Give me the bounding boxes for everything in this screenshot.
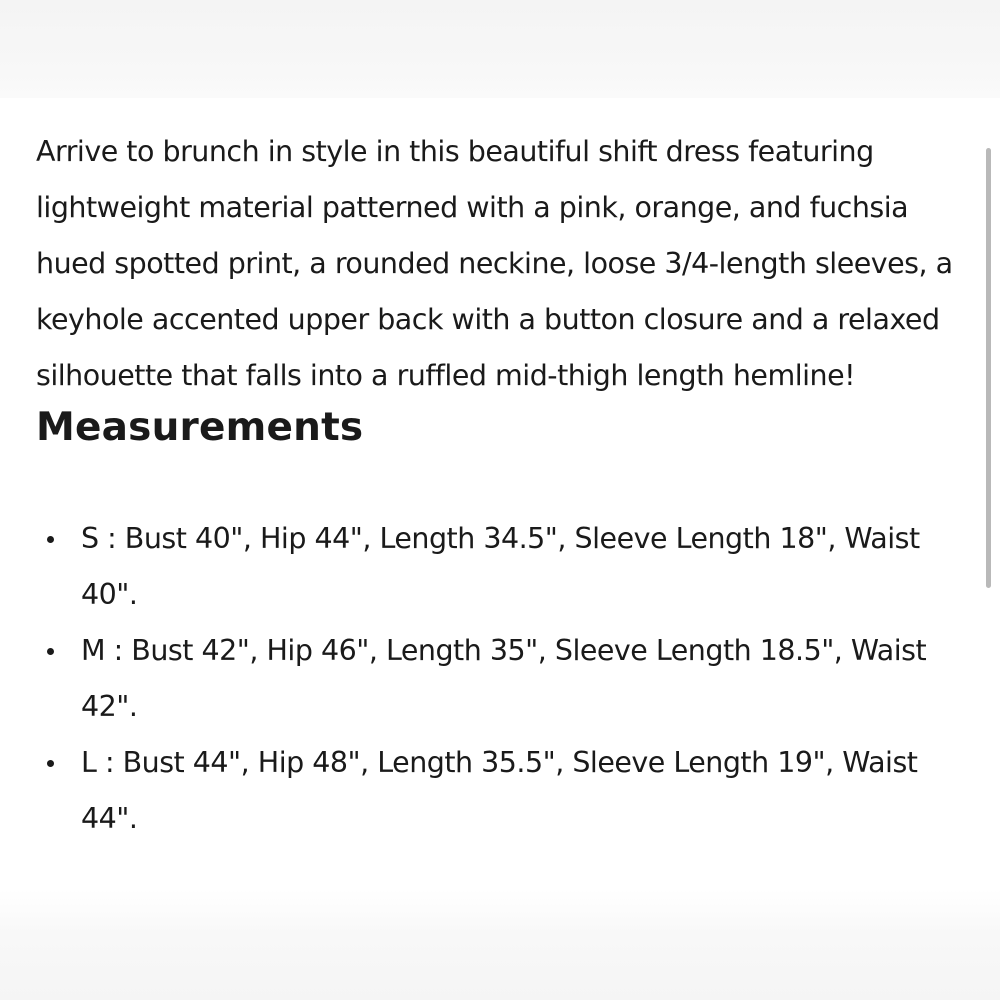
bullet-icon xyxy=(47,536,54,543)
product-description-panel xyxy=(0,98,1000,890)
measurement-text: L : Bust 44", Hip 48", Length 35.5", Sleeve Length 19", Waist 44". xyxy=(81,746,918,835)
product-description-text: Arrive to brunch in style in this beautiful shift dress featuring lightweight material patterned with a pink, orange, and fuchsia hued spotted print, a rounded neckine, loose 3/4-length sleeves, a keyhole accented upper back with a button closure and a relaxed silhouette that falls into a ruffled mid-thigh length hemline! xyxy=(36,135,953,392)
measurements-list xyxy=(36,511,956,847)
measurements-heading: Measurements xyxy=(36,405,364,450)
measurement-item-l xyxy=(36,735,956,847)
bottom-shade xyxy=(0,890,1000,1000)
bullet-icon xyxy=(47,648,54,655)
measurement-text: S : Bust 40", Hip 44", Length 34.5", Sleeve Length 18", Waist 40". xyxy=(81,522,920,611)
measurement-text: M : Bust 42", Hip 46", Length 35", Sleeve Length 18.5", Waist 42". xyxy=(81,634,927,723)
top-shade xyxy=(0,0,1000,98)
measurement-item-m xyxy=(36,623,956,735)
vertical-scrollbar[interactable] xyxy=(984,148,992,588)
measurement-item-s xyxy=(36,511,956,623)
bullet-icon xyxy=(47,760,54,767)
scrollbar-thumb[interactable] xyxy=(986,148,991,588)
